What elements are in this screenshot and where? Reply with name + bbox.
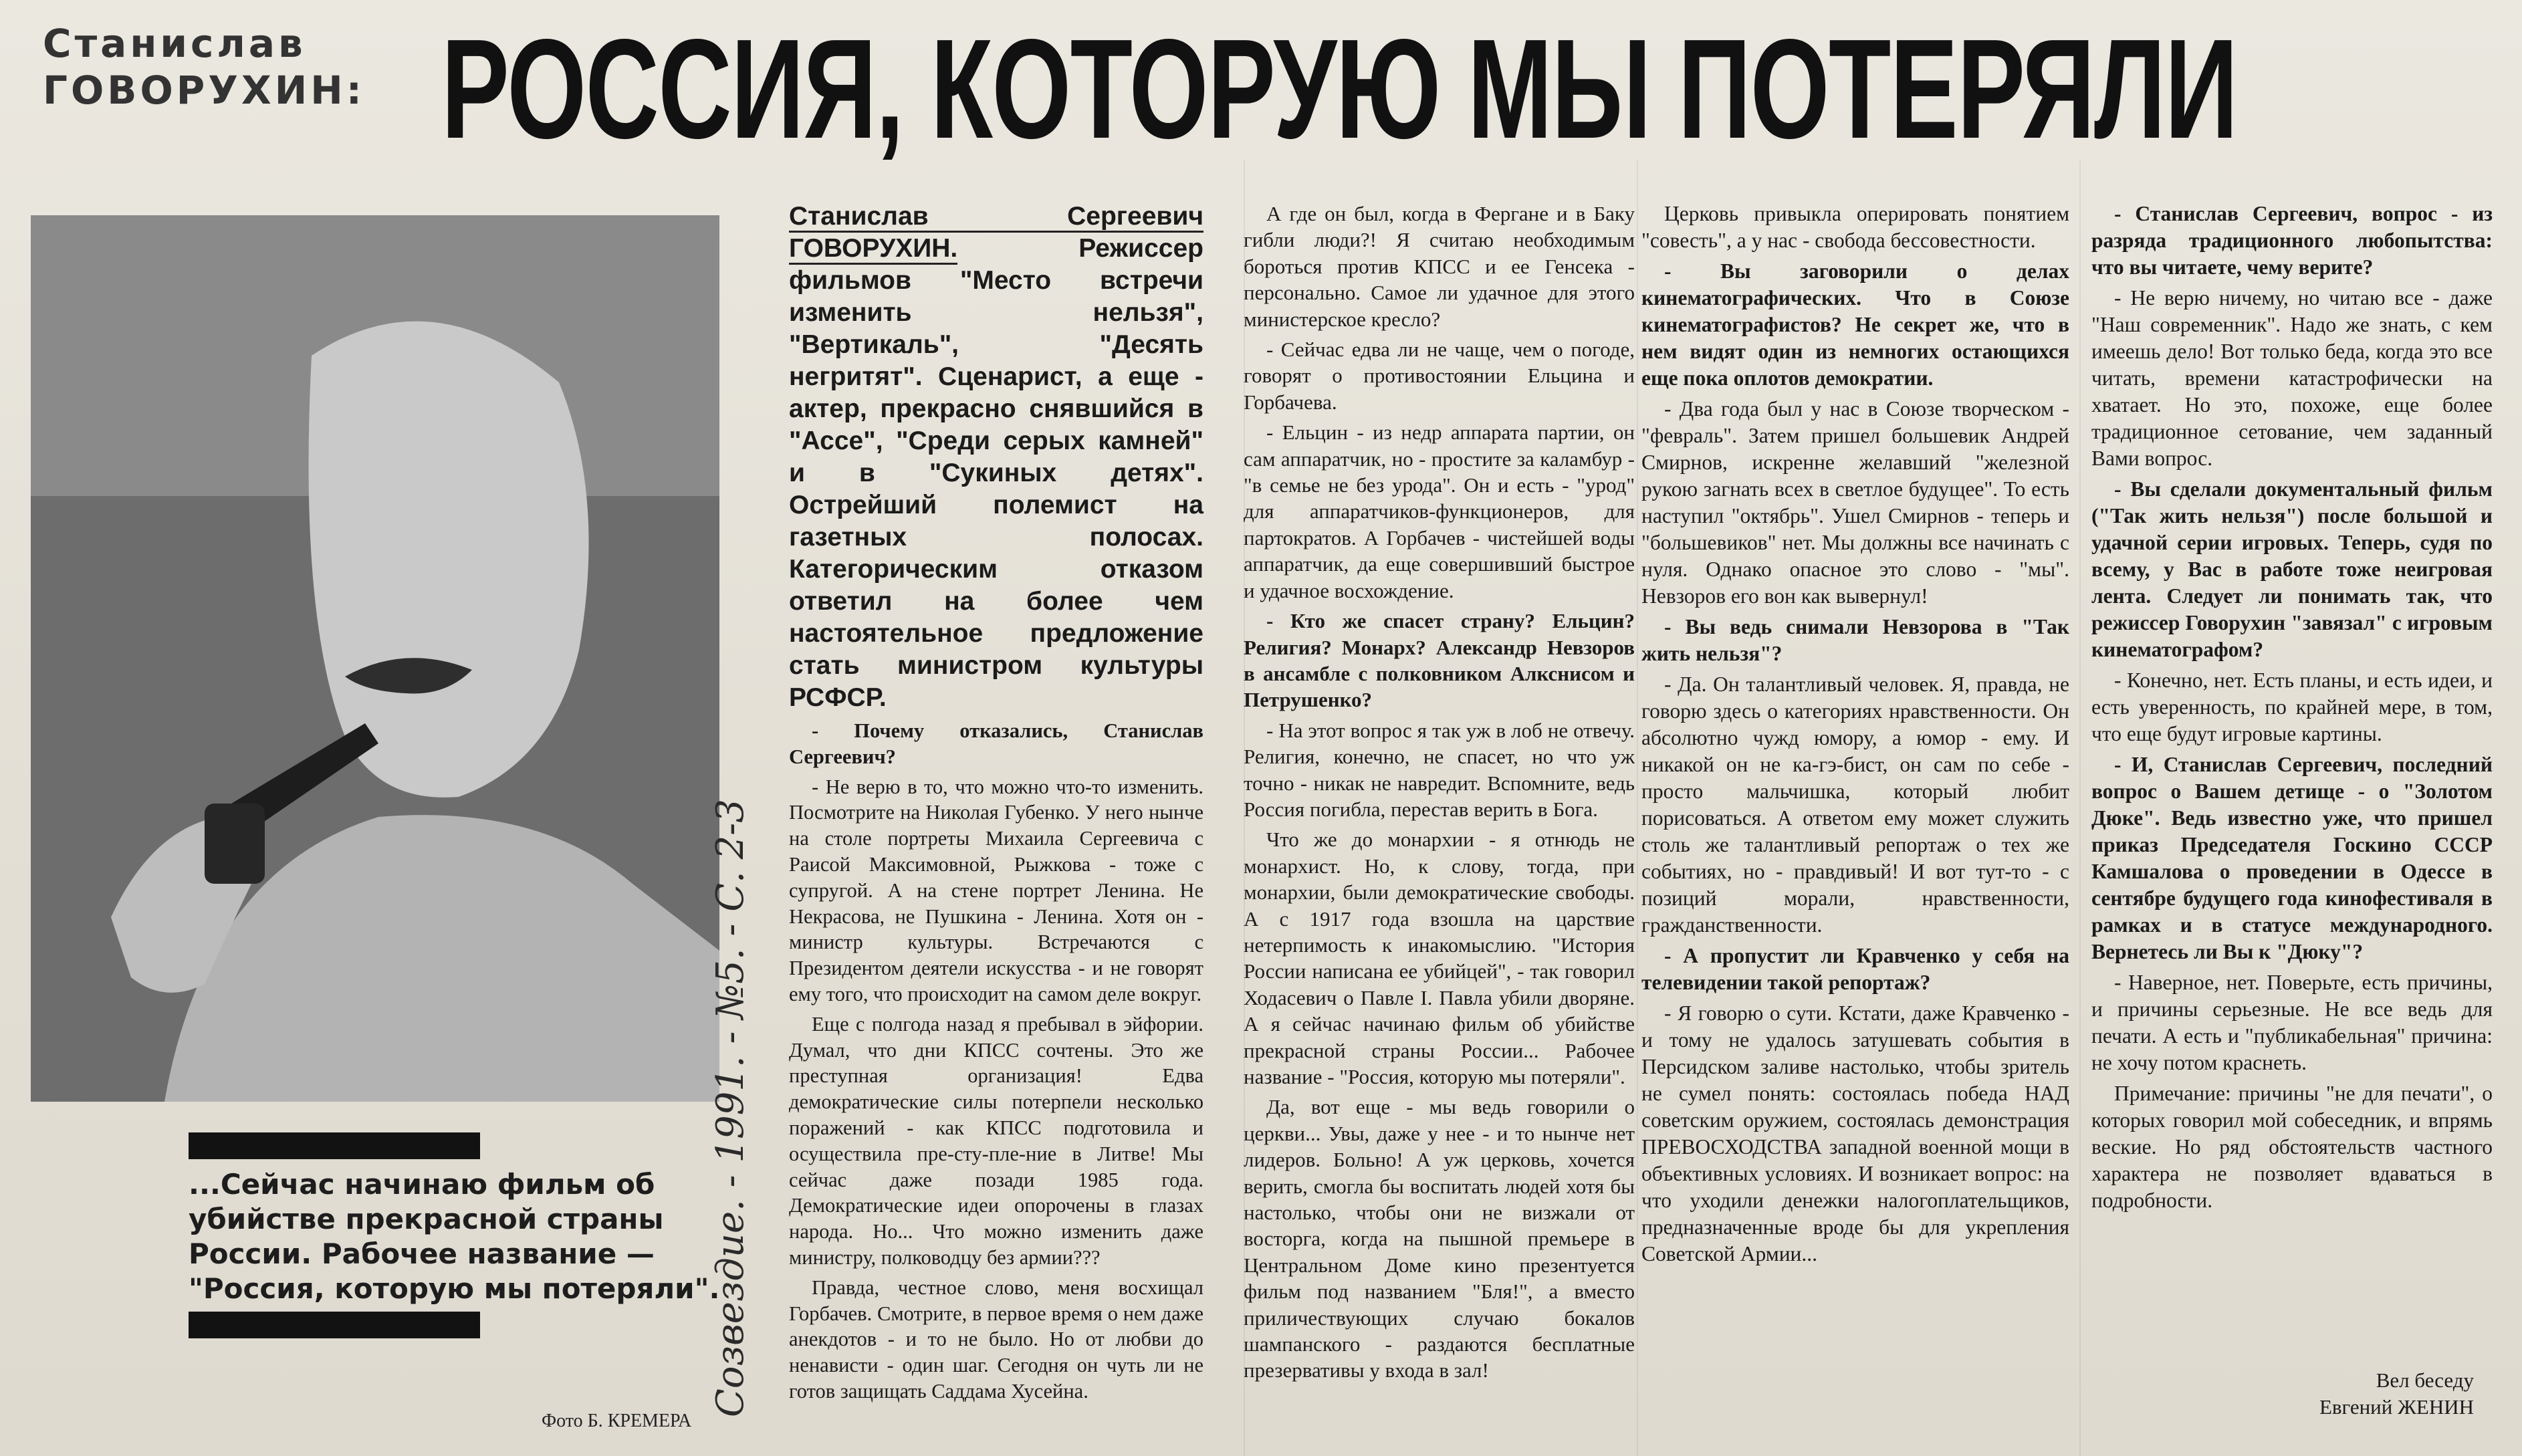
photo-caption: ...Сейчас начинаю фильм об убийстве прекрасной страны России. Рабочее название — "Россия, которую мы потеряли".: [189, 1168, 720, 1305]
byline-first-name: Станислав: [43, 21, 306, 66]
article-column-3: [1641, 201, 2069, 1271]
interview-signoff: [2260, 1367, 2474, 1421]
photo-credit: Фото Б. КРЕМЕРА: [542, 1411, 692, 1431]
answer-paragraph: - На этот вопрос я так уж в лоб не отвечу. Религия, конечно, не спасет, но что уж точно - никак не навредит. Вспомните, ведь Россия погибла, перестав верить в Бога.: [1244, 718, 1635, 821]
question-paragraph: - И, Станислав Сергеевич, последний вопрос о Вашем детище - о "Золотом Дюке". Ведь известно уже, что пришел приказ Председателя Госкино СССР Камшалова о проведении в Одессе в сентябре будущего года кинофестиваля в рамках и в статусе международного. Вернетесь ли Вы к "Дюку"?: [2091, 753, 2493, 963]
answer-paragraph: Да, вот еще - мы ведь говорили о церкви... Увы, даже у нее - и то нынче нет лидеров. Больно! А уж церковь, хочется верить, смогла бы воспитать людей хотя бы настолько, чтобы они не визжали от восторга, когда на пышной премьере в Центральном Доме кино презентуется фильм под названием "Бля!", а вместо приличествующих случаю бокалов шампанского - раздаются бесплатные презервативы у входа в зал!: [1244, 1095, 1635, 1382]
column-rule: [1637, 160, 1638, 1456]
author-byline: [43, 20, 424, 114]
answer-paragraph: - Конечно, нет. Есть планы, и есть идеи, и есть уверенность, по крайней мере, в том, что еще будут игровые картины.: [2091, 669, 2493, 745]
signoff-author: Евгений ЖЕНИН: [2319, 1395, 2474, 1419]
article-column-1: [789, 201, 1203, 1409]
answer-paragraph: Правда, честное слово, меня восхищал Горбачев. Смотрите, в первое время о нем даже анекдотов - и то не было. Но от любви до ненависти - один шаг. Сегодня он чуть ли не готов защищать Саддама Хусейна.: [789, 1276, 1203, 1403]
signoff-line: Вел беседу: [2376, 1368, 2474, 1392]
answer-paragraph: - Два года был у нас в Союзе творческом - "февраль". Затем пришел большевик Андрей Смирнов, искренне желавший "железной рукою загнать всех в светлое будущее". То есть наступил "октябрь". Ушел Смирнов - теперь и "большевиков" нет. Мы должны все начинать с нуля. Однако опасное это слово - "мы". Невзоров его вон как вывернул!: [1641, 397, 2069, 608]
answer-paragraph: - Не верю ничему, но читаю все - даже "Наш современник". Надо же знать, с кем имеешь дело! Вот только беда, когда это все читать, времени катастрофически на хватает. Но это, похоже, еще более традиционное сетование, чем заданный Вами вопрос.: [2091, 286, 2493, 470]
answer-paragraph: Еще с полгода назад я пребывал в эйфории. Думал, что дни КПСС сочтены. Это же преступная организация! Едва демократические силы потерпели несколько поражений - как КПСС подготовила и осуществила пре-сту-пле-ние в Литве! Мы сейчас даже позади 1985 года. Демократические идеи опорочены в глазах народа. Но... Что можно изменить даже министру, полководцу без армии???: [789, 1012, 1203, 1269]
answer-paragraph: Примечание: причины "не для печати", о которых говорил мой собеседник, и впрямь веские. Но ряд обстоятельств частного характера не позволяет вдаваться в подробности.: [2091, 1082, 2493, 1212]
question-paragraph: - Кто же спасет страну? Ельцин? Религия? Монарх? Александр Невзоров в ансамбле с полковником Алкснисом и Петрушенко?: [1244, 609, 1635, 712]
question-paragraph: - Вы сделали документальный фильм ("Так жить нельзя") после большой и удачной серии игровых. Теперь, судя по всему, у Вас в работе тоже неигровая лента. Следует ли понимать так, что режиссер Говорухин "завязал" с игровым кинематографом?: [2091, 477, 2493, 661]
answer-paragraph: - Сейчас едва ли не чаще, чем о погоде, говорят о противостоянии Ельцина и Горбачева.: [1244, 338, 1635, 414]
answer-paragraph: - Я говорю о сути. Кстати, даже Кравченко - и тому не удалось затушевать события в Персидском заливе настолько, чтобы зритель не сумел понять: состоялась победа НАД советским оружием, состоялась демонстрация ПРЕВОСХОДСТВА западной военной мощи в объективных условиях. И возникает вопрос: на что уходили денежки налогоплательщиков, предназначенные вроде бы для укрепления Советской Армии...: [1641, 1001, 2069, 1265]
answer-paragraph: Что же до монархии - я отнюдь не монархист. Но, к слову, тогда, при монархии, были демократические свободы. А с 1917 года взошла на царствие нетерпимость к инакомыслию. "История России написана ее убийцей", - так говорил Ходасевич о Павле I. Павла убили дворяне. А я сейчас начинаю фильм об убийстве прекрасной страны России... Рабочее название - "Россия, которую мы потеряли".: [1244, 828, 1635, 1088]
headline: РОССИЯ, КОТОРУЮ МЫ ПОТЕРЯЛИ: [441, 9, 2237, 168]
lead-name: Станислав Сергеевич ГОВОРУХИН.: [789, 202, 1203, 265]
answer-paragraph: А где он был, когда в Фергане и в Баку гибли люди?! Я считаю необходимым бороться против КПСС и ее Генсека - персонально. Самое ли удачное для этого министерское кресло?: [1244, 202, 1635, 331]
answer-paragraph: - Наверное, нет. Поверьте, есть причины, и причины серьезные. Не все ведь для печати. А есть и "публикабельная" причина: не хочу потом краснеть.: [2091, 971, 2493, 1074]
answer-paragraph: - Не верю в то, что можно что-то изменить. Посмотрите на Николая Губенко. У него нынче на столе портреты Михаила Сергеевича с Раисой Максимовной, Рыжкова - тоже с супругой. А на стене портрет Ленина. Не Некрасова, не Пушкина - Ленина. Хотя он - министр культуры. Встречаются с Президентом деятели искусства - и не говорят ему того, что происходит на самом деле вокруг.: [789, 775, 1203, 1005]
article-column-4: [2091, 201, 2493, 1218]
answer-paragraph: Церковь привыкла оперировать понятием "совесть", а у нас - свобода бессовестности.: [1641, 202, 2069, 252]
question-paragraph: - Станислав Сергеевич, вопрос - из разряда традиционного любопытства: что вы читаете, чему верите?: [2091, 202, 2493, 279]
question-paragraph: - Почему отказались, Станислав Сергеевич?: [789, 719, 1203, 768]
lead-text: Режиссер фильмов "Место встречи изменить нельзя", "Вертикаль", "Десять негритят". Сценарист, а еще - актер, прекрасно снявшийся в "Ассе", "Среди серых камней" и в "Сукиных детях". Острейший полемист на газетных полосах. Категорическим отказом ответил на более чем настоятельное предложение стать министром культуры РСФСР.: [789, 234, 1203, 712]
article-column-2: [1244, 201, 1635, 1388]
question-paragraph: - Вы заговорили о делах кинематографических. Что в Союзе кинематографистов? Не секрет же, что в нем видят один из немногих остающихся еще пока оплотов демократии.: [1641, 259, 2069, 390]
lead-paragraph: [789, 201, 1203, 714]
caption-bottom-bar: [189, 1312, 480, 1338]
question-paragraph: - Вы ведь снимали Невзорова в "Так жить нельзя"?: [1641, 615, 2069, 665]
caption-top-bar: [189, 1132, 480, 1159]
byline-last-name: ГОВОРУХИН:: [43, 68, 365, 113]
portrait-illustration: [31, 215, 719, 1102]
answer-paragraph: - Ельцин - из недр аппарата партии, он сам аппаратчик, но - простите за каламбур - "в семье не без урода". Он и есть - "урод" для аппаратчиков-функционеров, для партократов. А Горбачев - чистейшей воды аппаратчик, да еще совершивший быстрое и удачное восхождение.: [1244, 420, 1635, 602]
column-rule: [2079, 160, 2081, 1456]
answer-paragraph: - Да. Он талантливый человек. Я, правда, не говорю здесь о категориях нравственности. Он абсолютно чужд юмору, а юмор - ему. И никакой он не ка-гэ-бист, он сам по себе - просто мальчишка, который любит порисоваться. А ответом ему может служить столь же талантливый репортаж о тех же событиях, но - правдивый! И вот тут-то - с позиций морали, нравственности, гражданственности.: [1641, 673, 2069, 937]
portrait-photo: [31, 215, 719, 1102]
question-paragraph: - А пропустит ли Кравченко у себя на телевидении такой репортаж?: [1641, 944, 2069, 994]
handwritten-note: Созвездие. - 1991. - №5. - С. 2-3: [709, 799, 752, 1417]
